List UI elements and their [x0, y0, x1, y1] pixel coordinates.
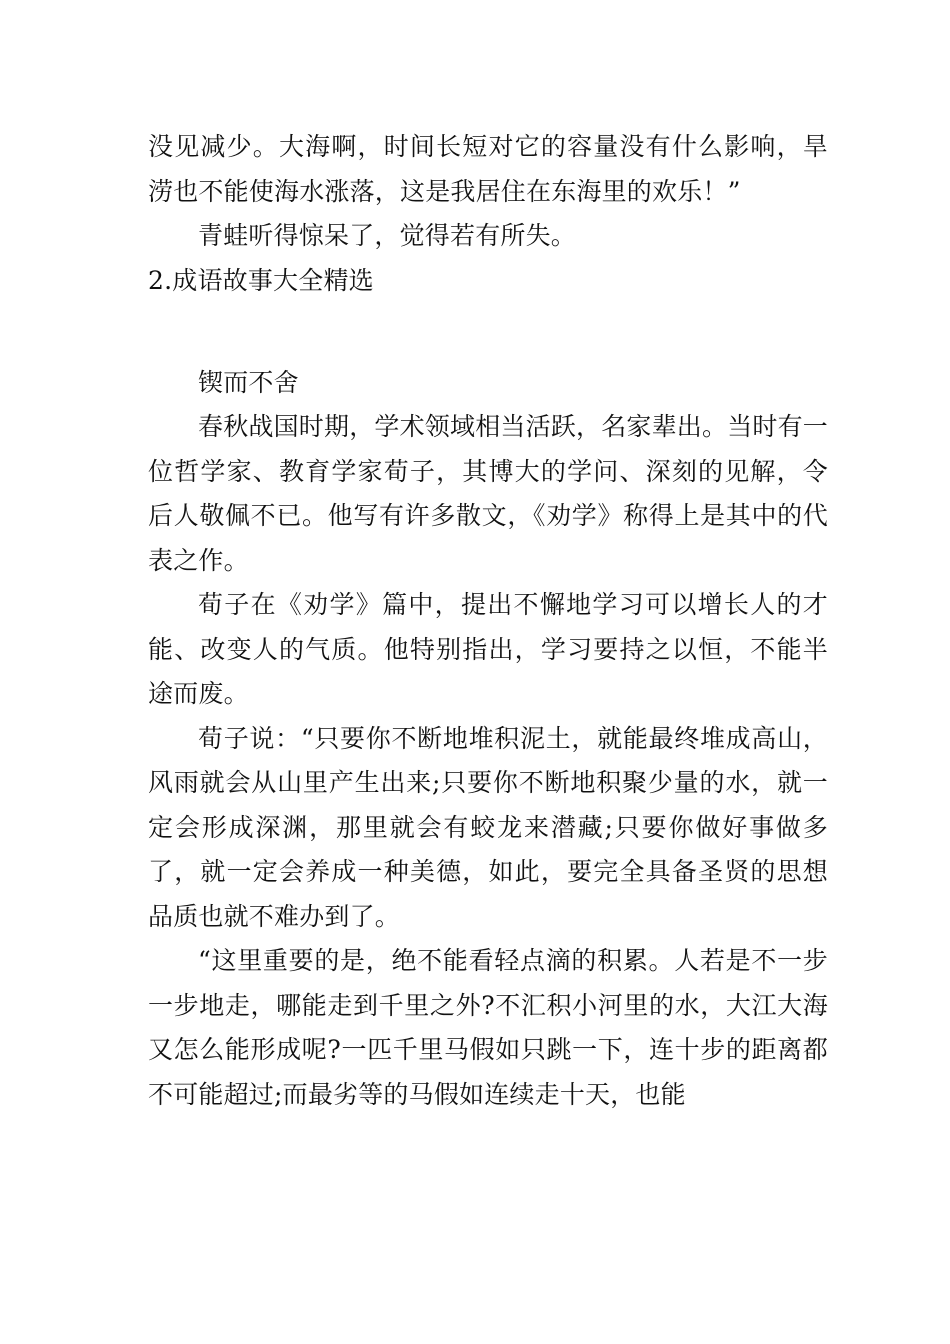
- paragraph-xunzi-said: 荀子说：“只要你不断地堆积泥土，就能最终堆成高山，风雨就会从山里产生出来;只要你不断地积聚少量的水，就一定会形成深渊，那里就会有蛟龙来潜藏;只要你做好事做多了，就一定会养成一种美德，如此，要完全具备圣贤的思想品质也就不难办到了。: [148, 723, 828, 931]
- story-title: 锲而不舍: [198, 367, 299, 397]
- paragraph-frog: 青蛙听得惊呆了，觉得若有所失。: [198, 221, 577, 250]
- blank-line: [148, 303, 828, 348]
- section-heading: 2.成语故事大全精选: [148, 265, 374, 295]
- paragraph-quan-xue: 荀子在《劝学》篇中，提出不懈地学习可以增长人的才能、改变人的气质。他特别指出，学习要持之以恒，不能半途而废。: [148, 590, 828, 708]
- paragraph-intro: 春秋战国时期，学术领域相当活跃，名家辈出。当时有一位哲学家、教育学家荀子，其博大的学问、深刻的见解，令后人敬佩不已。他写有许多散文，《劝学》称得上是其中的代表之作。: [148, 412, 829, 575]
- paragraph-continuation: 没见减少。大海啊，时间长短对它的容量没有什么影响，旱涝也不能使海水涨落，这是我居住在东海里的欢乐！”: [148, 132, 828, 206]
- document-body: [148, 125, 828, 1117]
- paragraph-accumulation: “这里重要的是，绝不能看轻点滴的积累。人若是不一步一步地走，哪能走到千里之外?不汇积小河里的水，大江大海又怎么能形成呢?一匹千里马假如只跳一下，连十步的距离都不可能超过;而最劣等的马假如连续走十天，也能: [148, 946, 828, 1109]
